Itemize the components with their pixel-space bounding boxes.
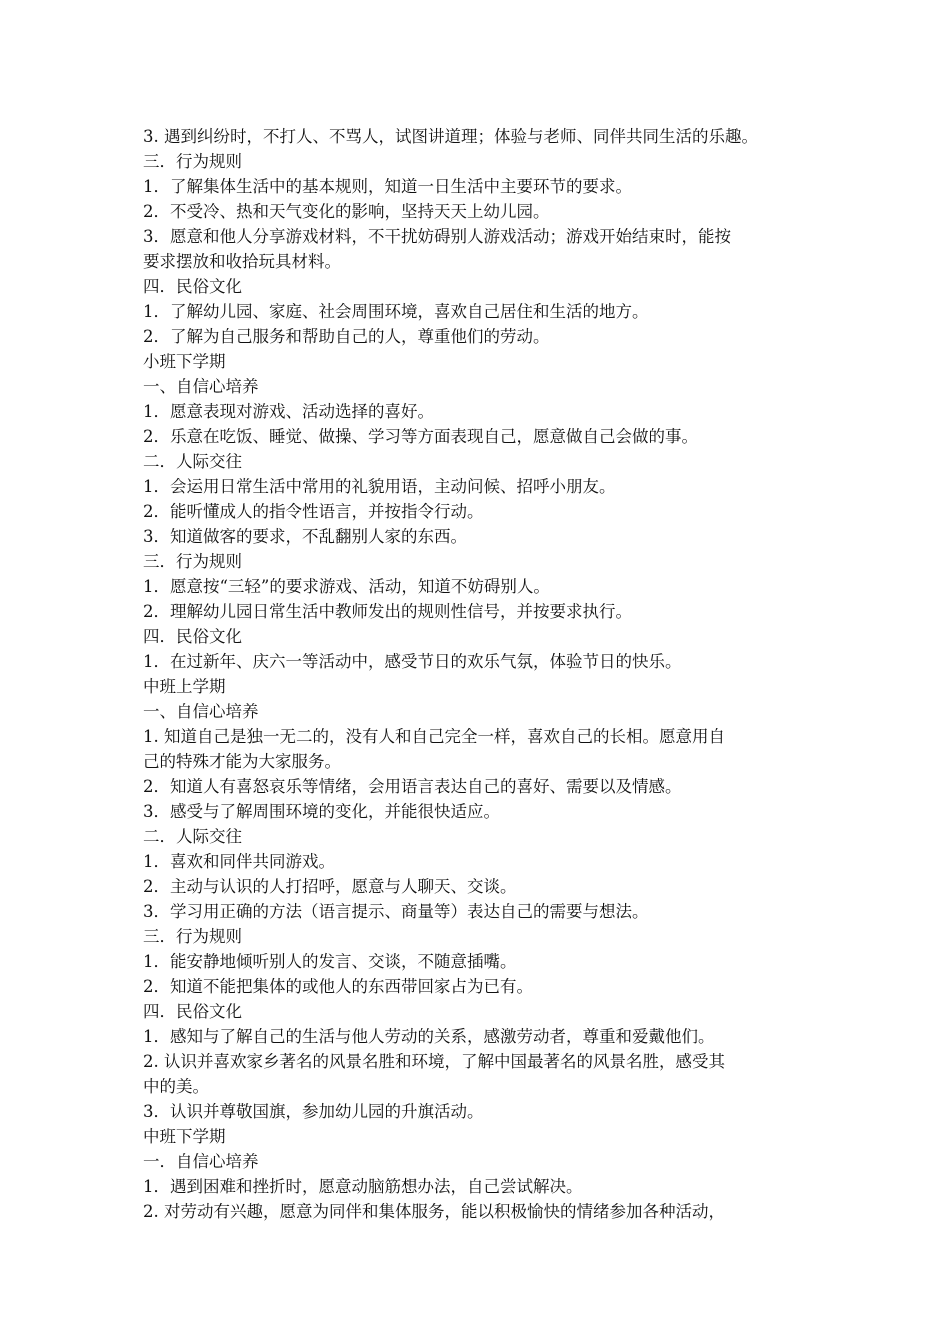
text-line: 三．行为规则 <box>143 152 242 171</box>
text-line: 1．了解集体生活中的基本规则，知道一日生活中主要环节的要求。 <box>143 177 632 196</box>
text-line: 1．感知与了解自己的生活与他人劳动的关系，感激劳动者，尊重和爱戴他们。 <box>143 1027 715 1046</box>
text-line: 2．能听懂成人的指令性语言，并按指令行动。 <box>143 502 484 521</box>
text-line: 3．认识并尊敬国旗，参加幼儿园的升旗活动。 <box>143 1102 484 1121</box>
text-line: 2．乐意在吃饭、睡觉、做操、学习等方面表现自己，愿意做自己会做的事。 <box>143 427 698 446</box>
text-line: 2．知道不能把集体的或他人的东西带回家占为已有。 <box>143 977 533 996</box>
text-line: 3．感受与了解周围环境的变化，并能很快适应。 <box>143 802 500 821</box>
text-line: 3. 遇到纠纷时，不打人、不骂人，试图讲道理；体验与老师、同伴共同生活的乐趣。 <box>143 127 758 146</box>
text-line: 1．遇到困难和挫折时，愿意动脑筋想办法，自己尝试解决。 <box>143 1177 583 1196</box>
text-line: 2. 对劳动有兴趣，愿意为同伴和集体服务，能以积极愉快的情绪参加各种活动， <box>143 1202 725 1221</box>
text-line: 小班下学期 <box>143 352 226 371</box>
text-line: 1．了解幼儿园、家庭、社会周围环境，喜欢自己居住和生活的地方。 <box>143 302 649 321</box>
text-line: 1．会运用日常生活中常用的礼貌用语，主动问候、招呼小朋友。 <box>143 477 616 496</box>
text-line: 2．理解幼儿园日常生活中教师发出的规则性信号，并按要求执行。 <box>143 602 632 621</box>
text-line: 1．喜欢和同伴共同游戏。 <box>143 852 335 871</box>
text-line: 3．学习用正确的方法（语言提示、商量等）表达自己的需要与想法。 <box>143 902 649 921</box>
text-line: 2．主动与认识的人打招呼，愿意与人聊天、交谈。 <box>143 877 517 896</box>
text-line: 一、自信心培养 <box>143 702 259 721</box>
text-line: 2．知道人有喜怒哀乐等情绪，会用语言表达自己的喜好、需要以及情感。 <box>143 777 682 796</box>
text-line: 1．愿意表现对游戏、活动选择的喜好。 <box>143 402 434 421</box>
text-line: 一、自信心培养 <box>143 377 259 396</box>
text-line: 三．行为规则 <box>143 927 242 946</box>
text-line: 己的特殊才能为大家服务。 <box>143 752 341 771</box>
text-line: 要求摆放和收拾玩具材料。 <box>143 252 341 271</box>
text-line: 2．不受冷、热和天气变化的影响，坚持天天上幼儿园。 <box>143 202 550 221</box>
text-line: 中班下学期 <box>143 1127 226 1146</box>
text-line: 中班上学期 <box>143 677 226 696</box>
text-line: 四．民俗文化 <box>143 627 242 646</box>
text-line: 一．自信心培养 <box>143 1152 259 1171</box>
text-line: 1. 知道自己是独一无二的，没有人和自己完全一样，喜欢自己的长相。愿意用自 <box>143 727 725 746</box>
text-line: 1．愿意按“三轻”的要求游戏、活动，知道不妨碍别人。 <box>143 577 550 596</box>
text-line: 3．知道做客的要求，不乱翻别人家的东西。 <box>143 527 467 546</box>
text-line: 三．行为规则 <box>143 552 242 571</box>
document-page <box>143 124 828 1224</box>
text-line: 1．能安静地倾听别人的发言、交谈，不随意插嘴。 <box>143 952 517 971</box>
text-line: 3．愿意和他人分享游戏材料，不干扰妨碍别人游戏活动；游戏开始结束时，能按 <box>143 227 731 246</box>
text-line: 二．人际交往 <box>143 452 242 471</box>
text-line: 四．民俗文化 <box>143 277 242 296</box>
text-line: 2．了解为自己服务和帮助自己的人，尊重他们的劳动。 <box>143 327 550 346</box>
text-line: 二．人际交往 <box>143 827 242 846</box>
text-line: 1．在过新年、庆六一等活动中，感受节日的欢乐气氛，体验节日的快乐。 <box>143 652 682 671</box>
text-line: 2. 认识并喜欢家乡著名的风景名胜和环境，了解中国最著名的风景名胜，感受其 <box>143 1052 725 1071</box>
text-line: 四．民俗文化 <box>143 1002 242 1021</box>
text-line: 中的美。 <box>143 1077 209 1096</box>
